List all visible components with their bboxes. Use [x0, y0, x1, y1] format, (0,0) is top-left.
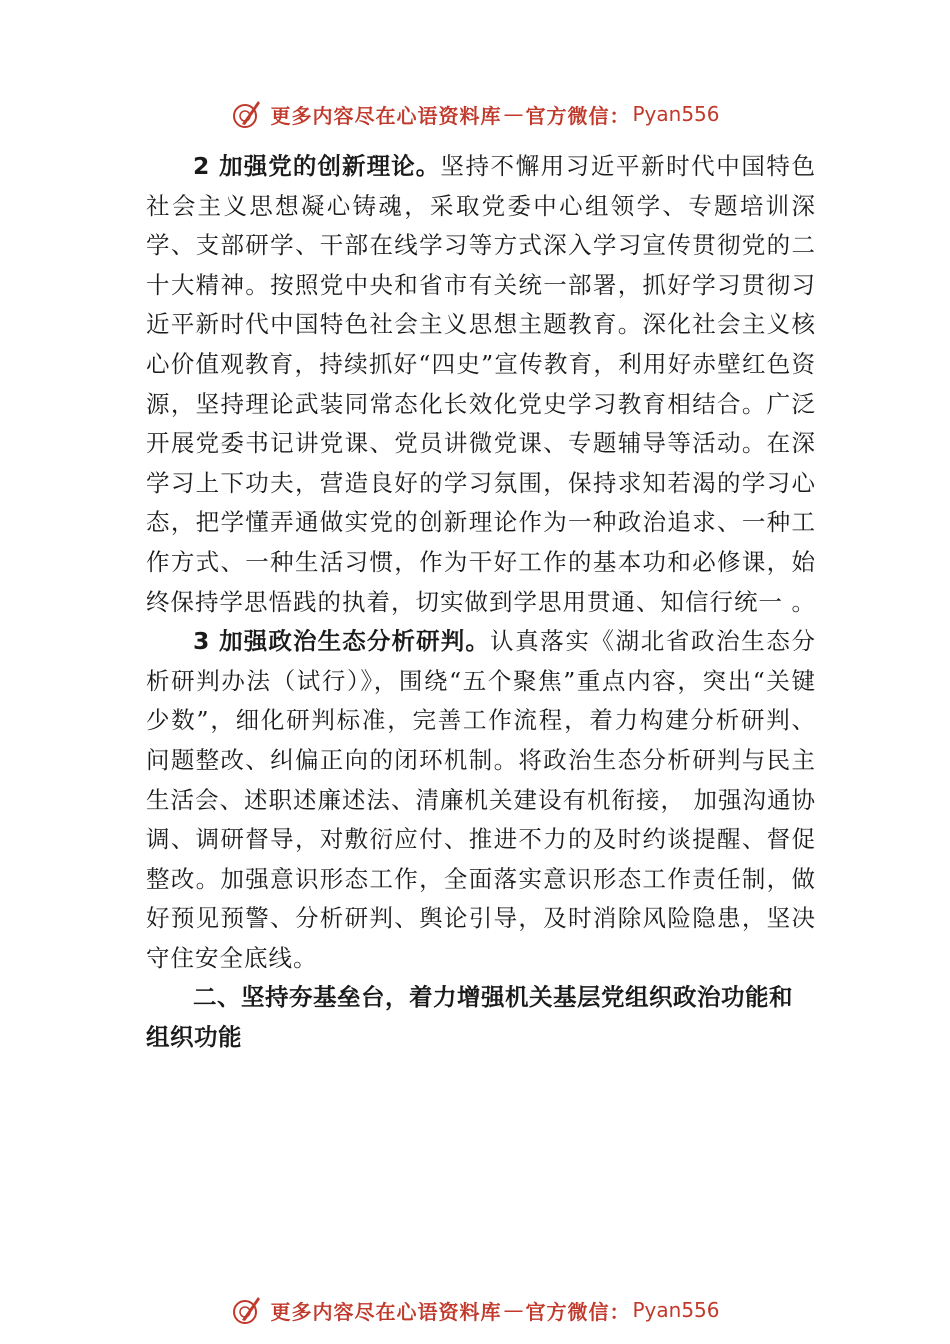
watermark-separator: —	[503, 102, 524, 126]
header-watermark	[0, 94, 950, 134]
watermark-wechat-id: Pyan556	[632, 1298, 720, 1322]
paragraph-body: 认真落实《湖北省政治生态分析研判办法（试行）》，围绕“五个聚焦”重点内容，突出“关键少数”，细化研判标准，完善工作流程，着力构建分析研判、问题整改、纠偏正向的闭环机制。将政治生态分析研判与民主生活会、述职述廉述法、清廉机关建设有机衔接， 加强沟通协调、调研督导，对敷衍应付、推进不力的及时约谈提醒、督促整改。加强意识形态工作，全面落实意识形态工作责任制，做好预见预警、分析研判、舆论引导，及时消除风险隐患，坚决守住安全底线。	[146, 627, 816, 972]
document-body	[146, 147, 816, 1058]
quill-pen-logo-icon	[230, 97, 264, 131]
footer-watermark	[0, 1290, 950, 1330]
paragraph-heading: 3 加强政治生态分析研判。	[193, 627, 491, 656]
watermark-wechat-id: Pyan556	[632, 102, 720, 126]
watermark-channel-text: 官方微信：	[525, 103, 631, 128]
section-heading: 二、坚持夯基垒台，着力增强机关基层党组织政治功能和组织功能	[146, 983, 793, 1052]
paragraph-innovation-theory	[146, 147, 816, 622]
paragraph-political-ecology	[146, 622, 816, 978]
paragraph-heading: 2 加强党的创新理论。	[193, 152, 441, 180]
watermark-separator: —	[503, 1298, 524, 1322]
quill-pen-logo-icon	[230, 1293, 264, 1327]
watermark-brand-text: 更多内容尽在心语资料库	[270, 103, 502, 128]
watermark-brand-text: 更多内容尽在心语资料库	[270, 1299, 502, 1324]
watermark-channel-text: 官方微信：	[525, 1299, 631, 1324]
paragraph-body: 坚持不懈用习近平新时代中国特色社会主义思想凝心铸魂，采取党委中心组领学、专题培训深学、支部研学、干部在线学习等方式深入学习宣传贯彻党的二十大精神。按照党中央和省市有关统一部署，抓好学习贯彻习近平新时代中国特色社会主义思想主题教育。深化社会主义核心价值观教育，持续抓好“四史”宣传教育，利用好赤壁红色资源，坚持理论武装同常态化长效化党史学习教育相结合。广泛开展党委书记讲党课、党员讲微党课、专题辅导等活动。在深学习上下功夫，营造良好的学习氛围，保持求知若渴的学习心态，把学懂弄通做实党的创新理论作为一种政治追求、一种工作方式、一种生活习惯，作为干好工作的基本功和必修课，始终保持学思悟践的执着，切实做到学思用贯通、知信行统一 。	[146, 152, 816, 616]
